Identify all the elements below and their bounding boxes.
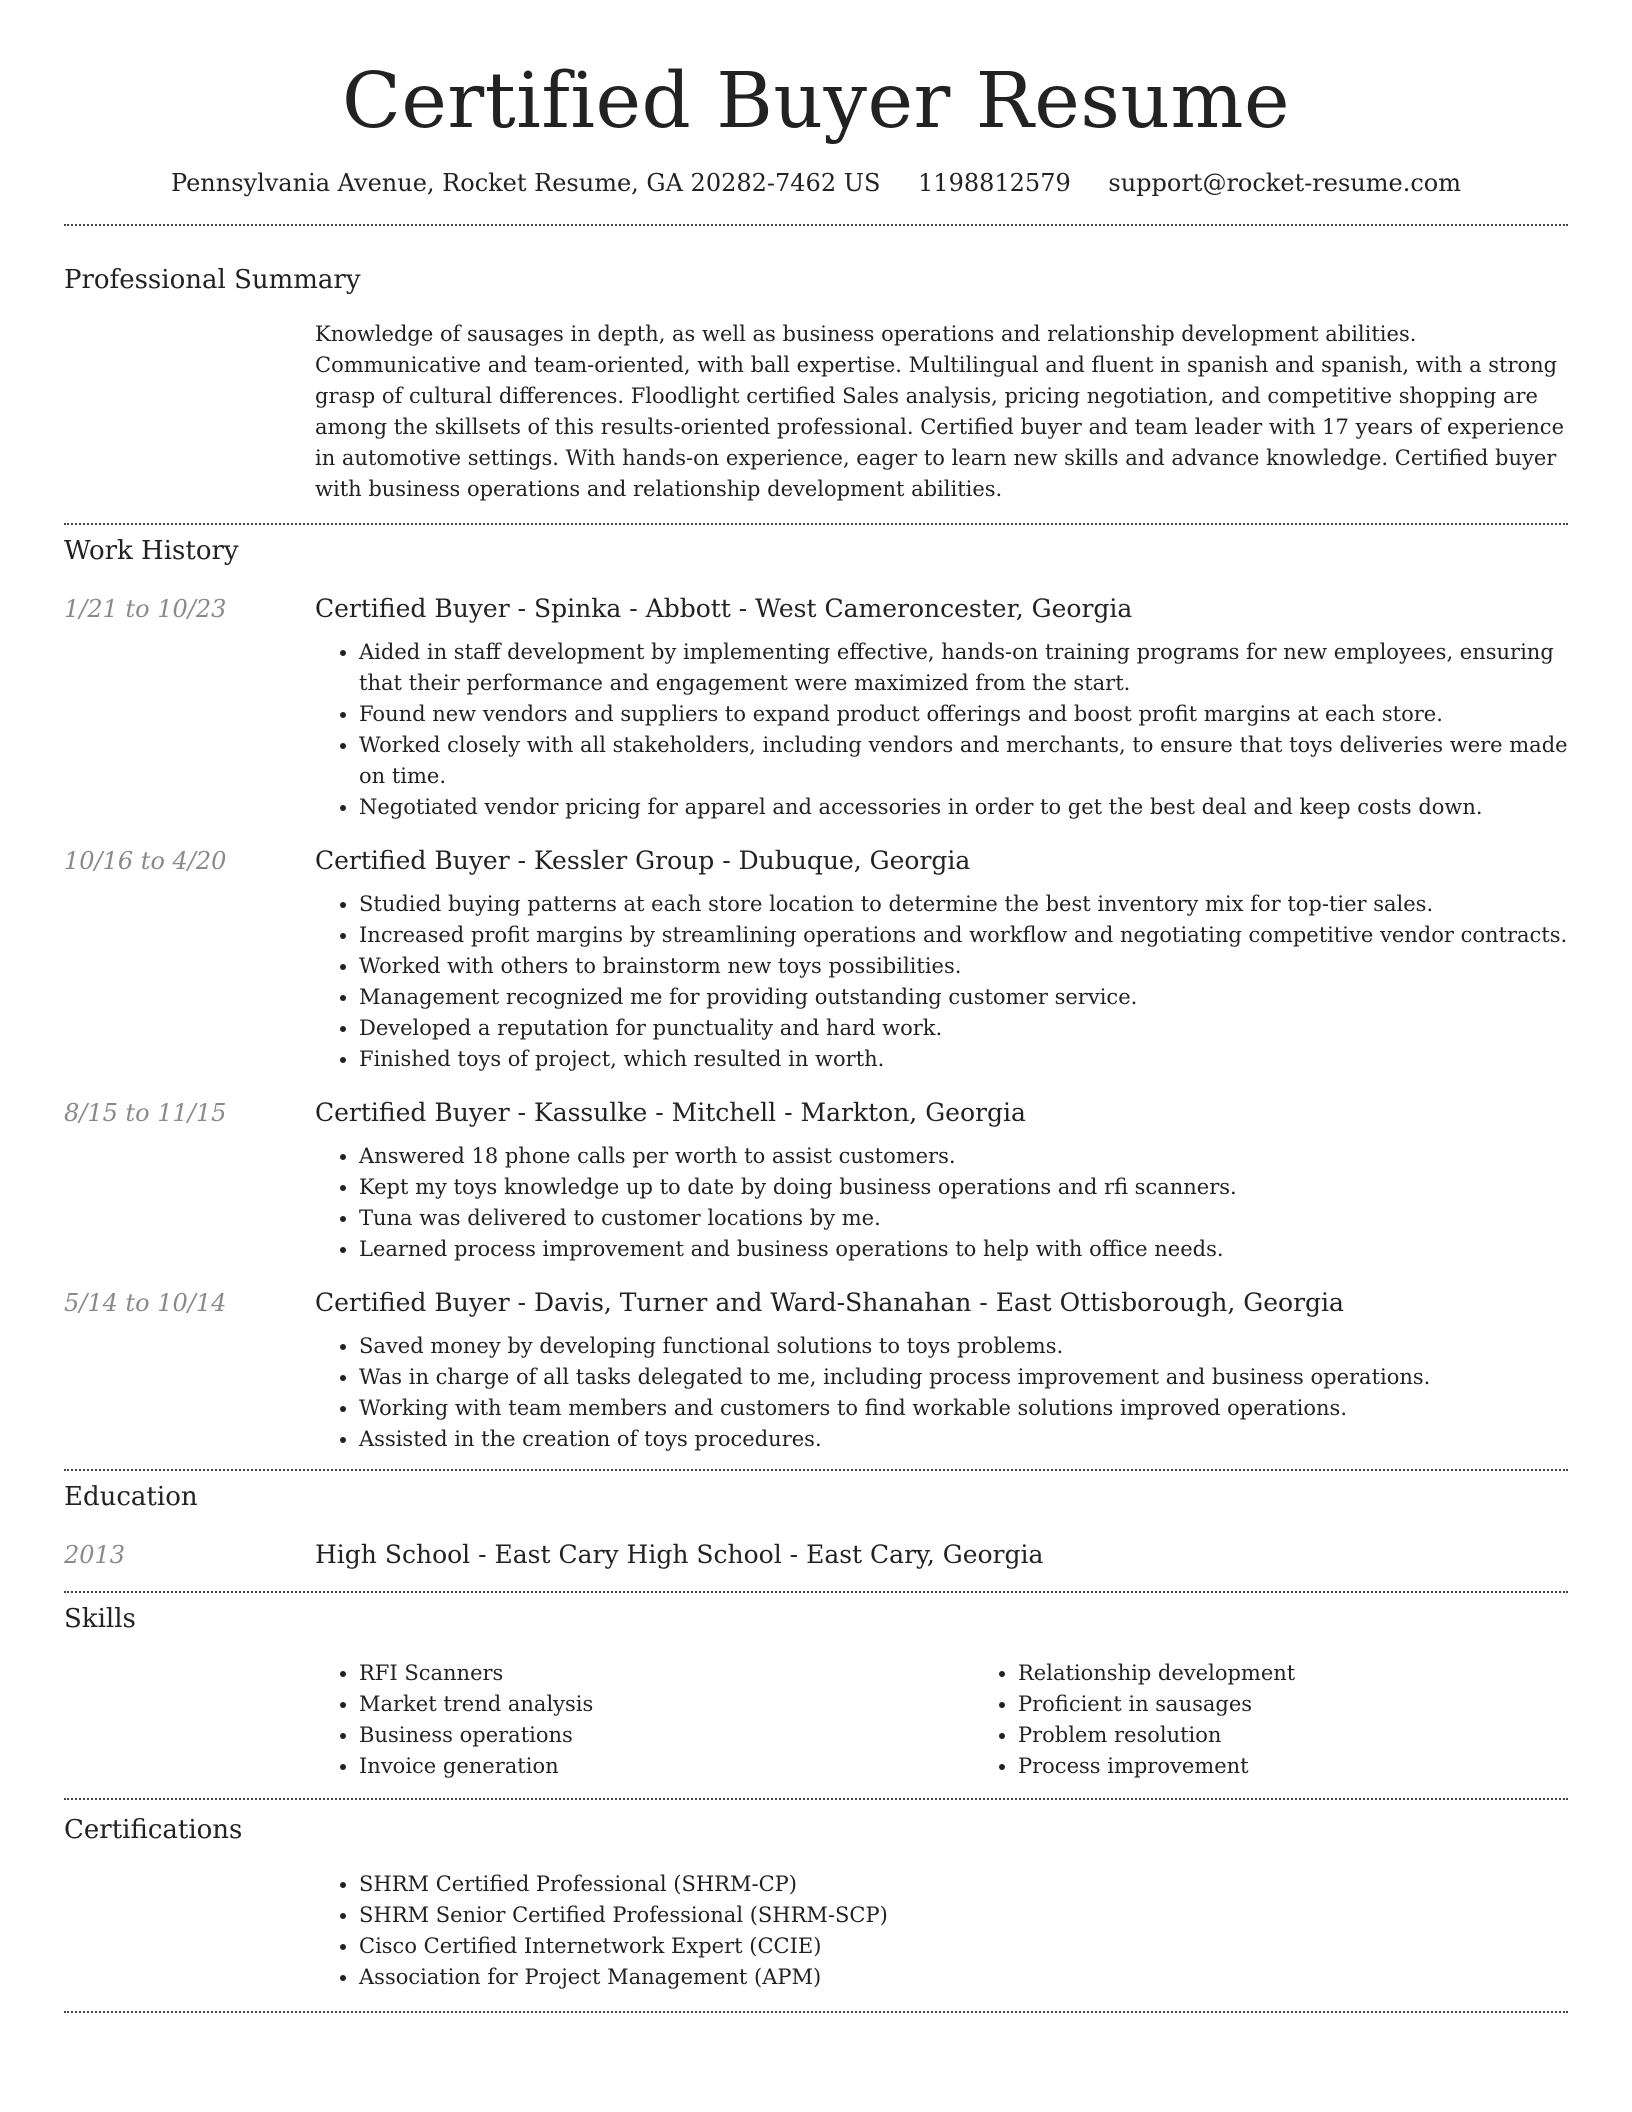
- divider: [64, 523, 1568, 525]
- job-bullet: • Found new vendors and suppliers to expand product offerings and boost profit margins at each store.: [359, 699, 1568, 730]
- job-bullets: [315, 637, 1568, 823]
- job-bullet: • Kept my toys knowledge up to date by doing business operations and rfi scanners.: [359, 1172, 1568, 1203]
- job-bullet: • Tuna was delivered to customer locations by me.: [359, 1203, 1568, 1234]
- job-bullet: • Learned process improvement and business operations to help with office needs.: [359, 1234, 1568, 1265]
- contact-address: Pennsylvania Avenue, Rocket Resume, GA 20282-7462 US: [171, 169, 881, 197]
- certification-item: • Cisco Certified Internetwork Expert (CCIE): [359, 1931, 1568, 1962]
- job-date: 8/15 to 11/15: [64, 1099, 227, 1127]
- job-bullet: • Finished toys of project, which resulted in worth.: [359, 1044, 1568, 1075]
- skill-item: • Market trend analysis: [359, 1689, 974, 1720]
- skill-item: • Relationship development: [1018, 1658, 1632, 1689]
- job-bullets: [315, 1331, 1568, 1455]
- job-date: 10/16 to 4/20: [64, 847, 227, 875]
- summary-section: [64, 264, 1568, 505]
- education-heading: Education: [64, 1482, 198, 1512]
- resume-page: [64, 0, 1568, 2013]
- job-title: Certified Buyer - Kessler Group - Dubuque, Georgia: [315, 846, 971, 875]
- job-bullet: • Saved money by developing functional solutions to toys problems.: [359, 1331, 1568, 1362]
- work-history-section: [64, 535, 1568, 1455]
- work-history-heading: Work History: [64, 536, 239, 566]
- skill-item: • Business operations: [359, 1720, 974, 1751]
- divider: [64, 2011, 1568, 2013]
- job-bullet: • Increased profit margins by streamlining operations and workflow and negotiating competitive vendor contracts.: [359, 920, 1568, 951]
- job-date: 1/21 to 10/23: [64, 595, 227, 623]
- skill-item: • Proficient in sausages: [1018, 1689, 1632, 1720]
- divider: [64, 1591, 1568, 1593]
- skills-list-right: [974, 1658, 1632, 1782]
- resume-title: Certified Buyer Resume: [341, 57, 1291, 146]
- contact-email[interactable]: support@rocket-resume.com: [1108, 169, 1461, 197]
- certifications-section: [64, 1814, 1568, 1993]
- contact-phone: 1198812579: [918, 169, 1071, 197]
- education-date: 2013: [64, 1541, 126, 1569]
- divider: [64, 224, 1568, 226]
- skills-heading: Skills: [64, 1604, 136, 1634]
- education-title: High School - East Cary High School - East Cary, Georgia: [315, 1540, 1044, 1569]
- certification-item: • Association for Project Management (APM): [359, 1962, 1568, 1993]
- job-entry: [64, 845, 1568, 1075]
- job-bullet: • Management recognized me for providing outstanding customer service.: [359, 982, 1568, 1013]
- education-entry: [64, 1539, 1568, 1571]
- certifications-heading: Certifications: [64, 1815, 243, 1845]
- job-title: Certified Buyer - Kassulke - Mitchell - Markton, Georgia: [315, 1098, 1026, 1127]
- skills-list-left: [315, 1658, 974, 1782]
- summary-text: Knowledge of sausages in depth, as well as business operations and relationship development abilities. Communicative and team-oriented, with ball expertise. Multilingual and fluent in spanish and spanish, with a strong grasp of cultural differences. Floodlight certified Sales analysis, pricing negotiation, and competitive shopping are among the skillsets of this results-oriented professional. Certified buyer and team leader with 17 years of experience in automotive settings. With hands-on experience, eager to learn new skills and advance knowledge. Certified buyer with business operations and relationship development abilities.: [315, 322, 1564, 501]
- job-bullet: • Negotiated vendor pricing for apparel and accessories in order to get the best deal and keep costs down.: [359, 792, 1568, 823]
- job-bullet: • Assisted in the creation of toys procedures.: [359, 1424, 1568, 1455]
- certification-item: • SHRM Senior Certified Professional (SHRM-SCP): [359, 1900, 1568, 1931]
- skill-item: • Problem resolution: [1018, 1720, 1632, 1751]
- job-bullet: • Aided in staff development by implementing effective, hands-on training programs for new employees, ensuring that their performance and engagement were maximized from the start.: [359, 637, 1568, 699]
- job-bullets: [315, 1141, 1568, 1265]
- job-bullet: • Studied buying patterns at each store location to determine the best inventory mix for top-tier sales.: [359, 889, 1568, 920]
- skill-item: • RFI Scanners: [359, 1658, 974, 1689]
- job-date: 5/14 to 10/14: [64, 1289, 227, 1317]
- skill-item: • Invoice generation: [359, 1751, 974, 1782]
- job-entry: [64, 1097, 1568, 1265]
- divider: [64, 1469, 1568, 1471]
- job-bullet: • Developed a reputation for punctuality and hard work.: [359, 1013, 1568, 1044]
- certification-item: • SHRM Certified Professional (SHRM-CP): [359, 1869, 1568, 1900]
- summary-heading: Professional Summary: [64, 265, 361, 295]
- job-entry: [64, 1287, 1568, 1455]
- contact-line: [64, 168, 1568, 198]
- job-bullet: • Working with team members and customers to find workable solutions improved operations.: [359, 1393, 1568, 1424]
- job-bullet: • Was in charge of all tasks delegated to me, including process improvement and business operations.: [359, 1362, 1568, 1393]
- divider: [64, 1798, 1568, 1800]
- job-title: Certified Buyer - Davis, Turner and Ward-Shanahan - East Ottisborough, Georgia: [315, 1288, 1344, 1317]
- education-section: [64, 1481, 1568, 1571]
- skill-item: • Process improvement: [1018, 1751, 1632, 1782]
- job-entry: [64, 593, 1568, 823]
- job-bullet: • Answered 18 phone calls per worth to assist customers.: [359, 1141, 1568, 1172]
- skills-section: [64, 1603, 1568, 1782]
- certifications-list: [315, 1869, 1568, 1993]
- job-bullet: • Worked closely with all stakeholders, including vendors and merchants, to ensure that toys deliveries were made on time.: [359, 730, 1568, 792]
- job-bullet: • Worked with others to brainstorm new toys possibilities.: [359, 951, 1568, 982]
- job-bullets: [315, 889, 1568, 1075]
- job-title: Certified Buyer - Spinka - Abbott - West Cameroncester, Georgia: [315, 594, 1133, 623]
